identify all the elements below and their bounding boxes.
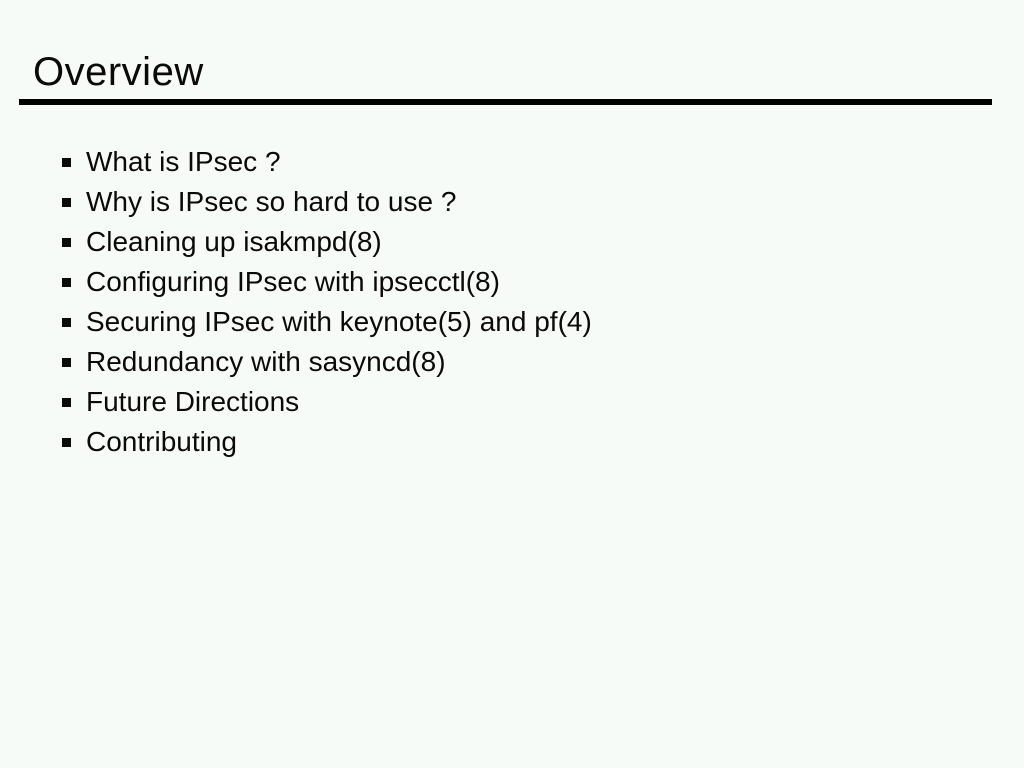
bullet-text: Contributing xyxy=(86,426,237,457)
list-item xyxy=(62,342,592,382)
list-item xyxy=(62,302,592,342)
bullet-square-icon xyxy=(62,358,71,367)
list-item xyxy=(62,182,592,222)
list-item xyxy=(62,142,592,182)
bullet-text: Cleaning up isakmpd(8) xyxy=(86,226,382,257)
bullet-square-icon xyxy=(62,318,71,327)
bullet-square-icon xyxy=(62,278,71,287)
list-item xyxy=(62,382,592,422)
bullet-text: Why is IPsec so hard to use ? xyxy=(86,186,457,217)
bullet-square-icon xyxy=(62,158,71,167)
bullet-square-icon xyxy=(62,238,71,247)
list-item xyxy=(62,422,592,462)
bullet-square-icon xyxy=(62,198,71,207)
bullet-text: What is IPsec ? xyxy=(86,146,281,177)
bullet-text: Redundancy with sasyncd(8) xyxy=(86,346,446,377)
bullet-text: Configuring IPsec with ipsecctl(8) xyxy=(86,266,500,297)
bullet-text: Securing IPsec with keynote(5) and pf(4) xyxy=(86,306,592,337)
bullet-list xyxy=(62,142,592,462)
title-rule-divider xyxy=(19,99,992,105)
list-item xyxy=(62,262,592,302)
list-item xyxy=(62,222,592,262)
bullet-square-icon xyxy=(62,438,71,447)
bullet-square-icon xyxy=(62,398,71,407)
slide-title: Overview xyxy=(33,50,204,94)
bullet-text: Future Directions xyxy=(86,386,300,417)
